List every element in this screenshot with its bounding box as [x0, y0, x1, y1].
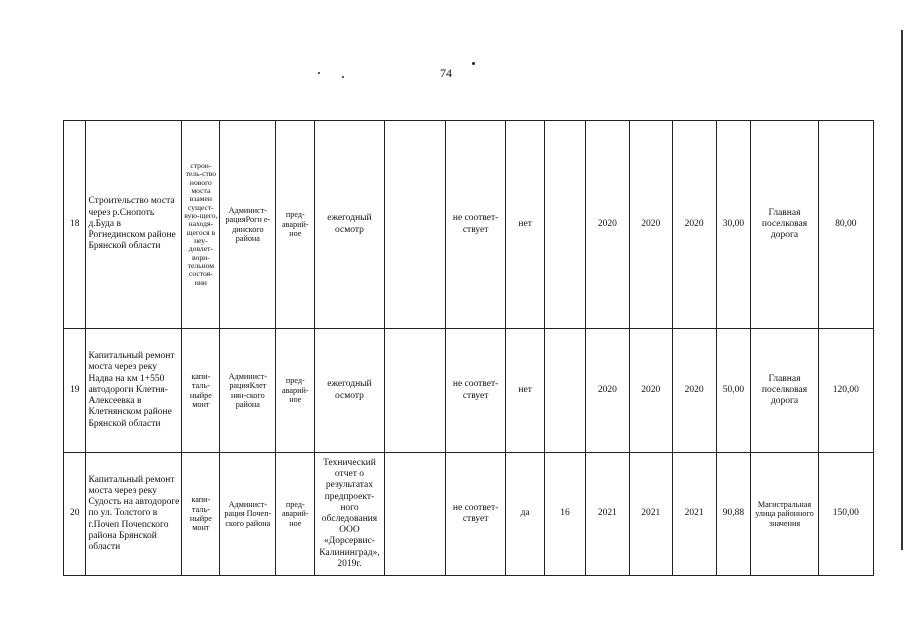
- year: 2020: [672, 329, 716, 453]
- inspection-basis: ежегодный осмотр: [315, 329, 384, 453]
- owner: Админист-рацияРогн е-динского района: [220, 121, 276, 329]
- length: 50,00: [716, 329, 751, 453]
- year: 2021: [585, 453, 629, 576]
- year: 2020: [672, 121, 716, 329]
- empty-cell: [384, 453, 445, 576]
- year: 2020: [629, 121, 672, 329]
- scan-speck: [472, 62, 475, 65]
- cost: 120,00: [818, 329, 873, 453]
- cost: 150,00: [818, 453, 873, 576]
- owner: Админист-рацияКлет нян-ского района: [220, 329, 276, 453]
- object-name: Строительство моста через р.Снопоть д.Буда в Рогнединском районе Брянской области: [86, 121, 182, 329]
- empty-cell: [384, 329, 445, 453]
- count: [545, 329, 586, 453]
- road-category: Главная поселковая дорога: [751, 329, 818, 453]
- empty-cell: [384, 121, 445, 329]
- length: 90,88: [716, 453, 751, 576]
- flag: да: [506, 453, 545, 576]
- compliance: не соответ-ствует: [445, 329, 505, 453]
- scan-edge-mark: [901, 30, 903, 550]
- year: 2021: [672, 453, 716, 576]
- page-number: 74: [440, 66, 452, 80]
- row-number: 18: [64, 121, 86, 329]
- year: 2021: [629, 453, 672, 576]
- row-number: 20: [64, 453, 86, 576]
- compliance: не соответ-ствует: [445, 453, 505, 576]
- table-row: [64, 453, 874, 576]
- work-type: капи-таль-ныйре монт: [182, 329, 220, 453]
- scan-speck: [318, 72, 320, 74]
- inspection-basis: Технический отчет о результатах предпроект-ного обследования ООО «Дорсервис-Калининград», 2019г.: [315, 453, 384, 576]
- condition: пред-аварий-ное: [276, 453, 315, 576]
- owner: Админист-рация Почеп-ского района: [220, 453, 276, 576]
- year: 2020: [629, 329, 672, 453]
- scan-speck: [342, 76, 344, 78]
- flag: нет: [506, 121, 545, 329]
- compliance: не соответ-ствует: [445, 121, 505, 329]
- year: 2020: [585, 329, 629, 453]
- bridge-projects-table: [63, 120, 874, 576]
- work-type: капи-таль-ныйре монт: [182, 453, 220, 576]
- count: [545, 121, 586, 329]
- count: 16: [545, 453, 586, 576]
- table-row: [64, 121, 874, 329]
- object-name: Капитальный ремонт моста через реку Судость на автодороге по ул. Толстого в г.Почеп Почепского района Брянской области: [86, 453, 182, 576]
- road-category: Магистральная улица районного значения: [751, 453, 818, 576]
- work-type: строи-тель-ство нового моста взамен сущест-вую-щего, находя-щегося в неу-довлет-вори-тельном состоя-нии: [182, 121, 220, 329]
- condition: пред-аварий-ное: [276, 329, 315, 453]
- row-number: 19: [64, 329, 86, 453]
- year: 2020: [585, 121, 629, 329]
- length: 30,00: [716, 121, 751, 329]
- cost: 80,00: [818, 121, 873, 329]
- table-row: [64, 329, 874, 453]
- road-category: Главная поселковая дорога: [751, 121, 818, 329]
- flag: нет: [506, 329, 545, 453]
- inspection-basis: ежегодный осмотр: [315, 121, 384, 329]
- condition: пред-аварий-ное: [276, 121, 315, 329]
- object-name: Капитальный ремонт моста через реку Надва на км 1+550 автодороги Клетня-Алексеевка в Клетнянском районе Брянской области: [86, 329, 182, 453]
